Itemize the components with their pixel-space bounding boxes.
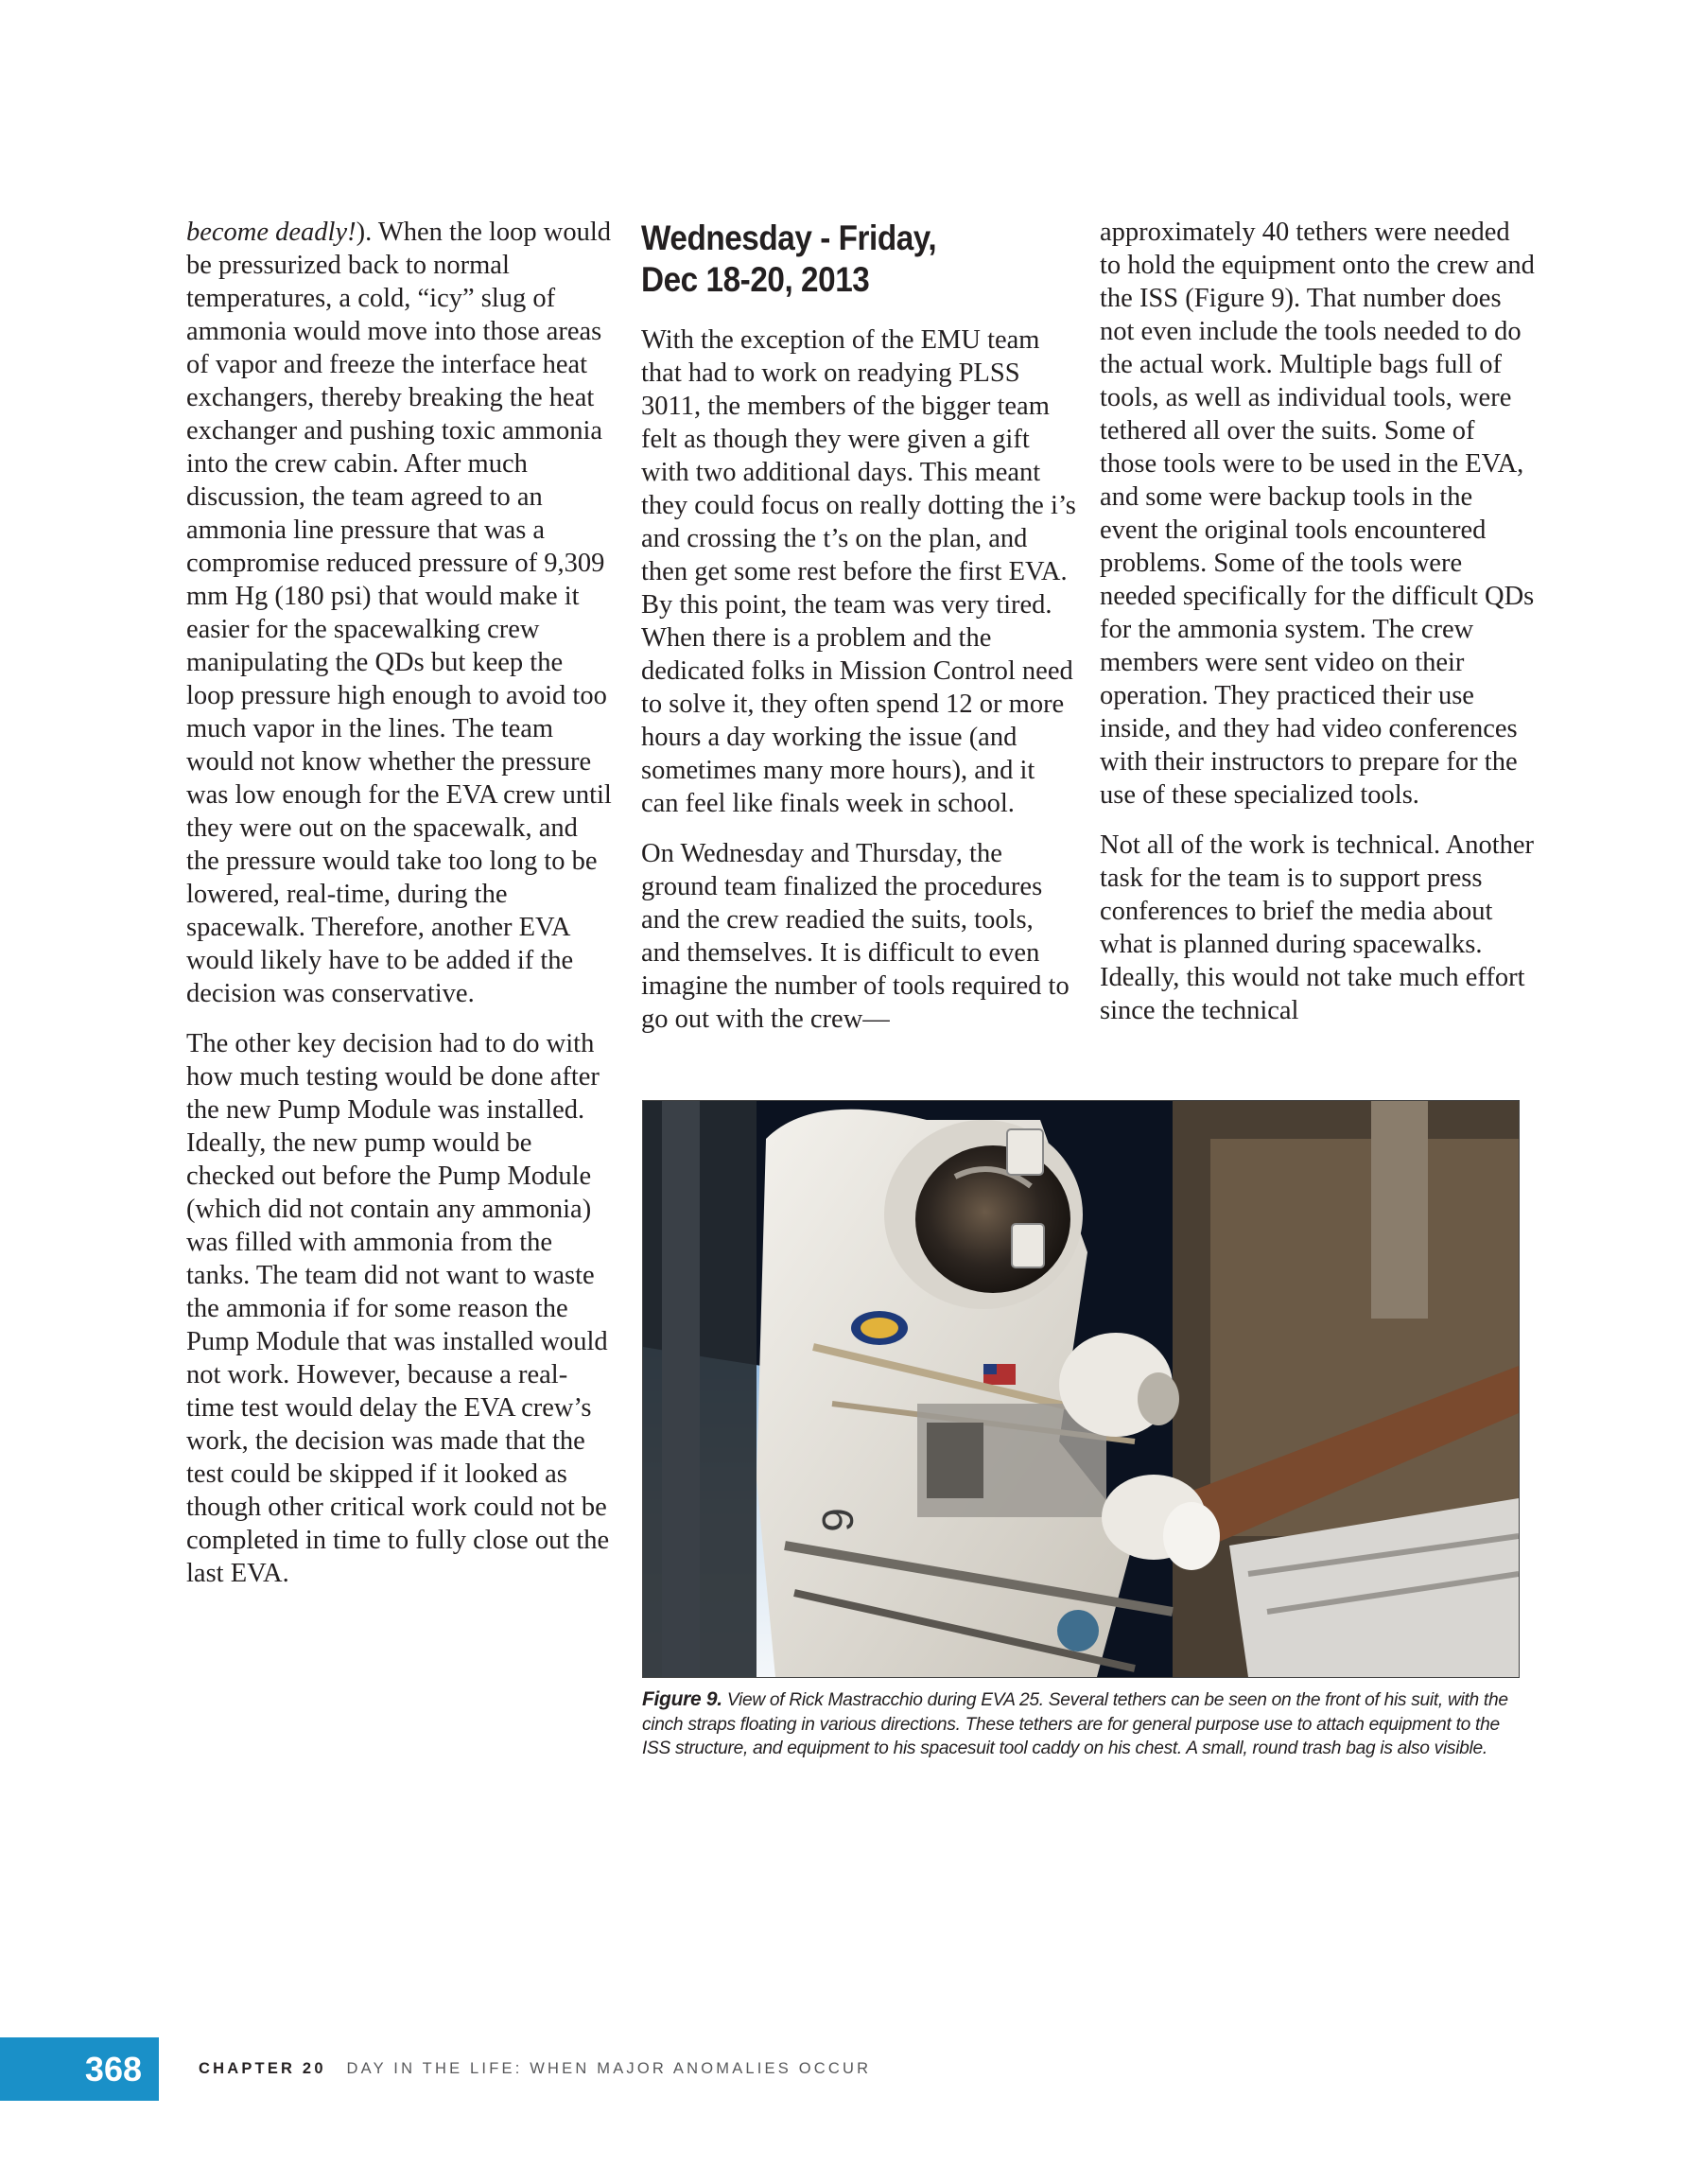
page-footer [0,2037,1687,2101]
caption-text: View of Rick Mastracchio during EVA 25. Several tethers can be seen on the front of his suit, with the cinch straps floating in various directions. These tethers are for general purpose use to attach equipment to the ISS structure, and equipment to his spacesuit tool caddy on his chest. A small, round trash bag is also visible. [642,1690,1508,1758]
paragraph [186,216,612,1010]
paragraph: approximately 40 tethers were needed to hold the equipment onto the crew and the ISS (Figure 9). That number does not even include the tools needed to do the actual work. Multiple bags full of tools, as well as individual tools, were tethered all over the suits. Some of those tools were to be used in the EVA, and some were backup tools in the event the original tools encountered problems. Some of the tools were needed specifically for the difficult QDs for the ammonia system. The crew members were sent video on their operation. They practiced their use inside, and they had video conferences with their instructors to prepare for the use of these specialized tools. [1100,218,1535,810]
paragraph: On Wednesday and Thursday, the ground team finalized the procedures and the crew readied the suits, tools, and themselves. It is difficult to even imagine the number of tools required to go out with the crew— [641,839,1070,1034]
text-column-middle [641,216,1076,1053]
astronaut-photo [642,1100,1520,1678]
astronaut-illustration [643,1101,1519,1677]
heading-line: Dec 18-20, 2013 [641,260,870,299]
text-column-right [1100,216,1535,1044]
italic-text: become deadly! [186,218,357,247]
paragraph: With the exception of the EMU team that had to work on readying PLSS 3011, the members of the bigger team felt as though they were given a gift with two additional days. This meant they could focus on really dotting the i’s and crossing the t’s on the plan, and then get some rest before the first EVA. By this point, the team was very tired. When there is a problem and the dedicated folks in Mission Control need to solve it, they often spend 12 or more hours a day working the issue (and sometimes many more hours), and it can feel like finals week in school. [641,325,1076,818]
section-heading [641,218,1033,301]
figure-label: Figure 9. [642,1688,722,1710]
text-column-left [186,216,612,1607]
figure-caption [642,1687,1522,1761]
chapter-title: DAY IN THE LIFE: WHEN MAJOR ANOMALIES OCCUR [346,2060,872,2077]
page-number: 368 [0,2037,159,2101]
paragraph-text: ). When the loop would be pressurized back to normal temperatures, a cold, “icy” slug of ammonia would move into those areas of vapor and freeze the interface heat exchangers, thereby breaking the heat exchanger and pushing toxic ammonia into the crew cabin. After much discussion, the team agreed to an ammonia line pressure that was a compromise reduced pressure of 9,309 mm Hg (180 psi) that would make it easier for the spacewalking crew manipulating the QDs but keep the loop pressure high enough to avoid too much vapor in the lines. The team would not know whether the pressure was low enough for the EVA crew until they were out on the spacewalk, and the pressure would take too long to be lowered, real-time, during the spacewalk. Therefore, another EVA would likely have to be added if the decision was conservative. [186,218,612,1008]
heading-line: Wednesday - Friday, [641,218,937,257]
svg-text:6: 6 [813,1508,862,1532]
paragraph: Not all of the work is technical. Another task for the team is to support press conferences to brief the media about what is planned during spacewalks. Ideally, this would not take much effort since the technical [1100,830,1535,1025]
chapter-label: CHAPTER 20 [199,2060,326,2077]
paragraph: The other key decision had to do with how much testing would be done after the new Pump Module was installed. Ideally, the new pump would be checked out before the Pump Module (which did not contain any ammonia) was filled with ammonia from the tanks. The team did not want to waste the ammonia if for some reason the Pump Module that was installed would not work. However, because a real-time test would delay the EVA crew’s work, the decision was made that the test could be skipped if it looked as though other critical work could not be completed in time to fully close out the last EVA. [186,1029,610,1588]
running-footer [199,2037,871,2101]
